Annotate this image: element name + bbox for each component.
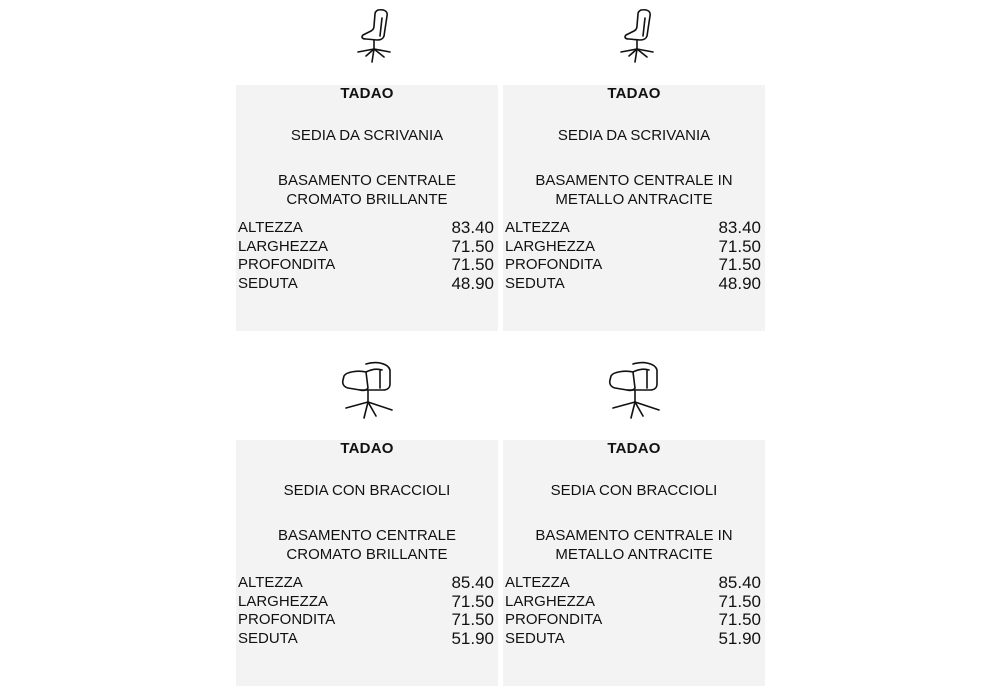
dimension-value: 71.50 xyxy=(718,255,761,274)
dimension-row xyxy=(238,256,494,275)
armchair-icon xyxy=(336,358,400,422)
dimension-value: 83.40 xyxy=(718,218,761,237)
armchair-icon xyxy=(603,358,667,422)
dimension-value: 71.50 xyxy=(451,591,494,611)
dimension-value: 85.40 xyxy=(718,573,761,592)
product-type: SEDIA DA SCRIVANIA xyxy=(557,127,711,144)
dimension-value: 48.90 xyxy=(718,273,761,293)
dimension-row xyxy=(505,275,761,294)
dimension-label: PROFONDITA xyxy=(238,256,336,273)
dimension-label: LARGHEZZA xyxy=(505,237,596,255)
dimension-row xyxy=(238,219,494,238)
dimension-label: LARGHEZZA xyxy=(238,592,329,610)
product-base-line: BASAMENTO CENTRALE xyxy=(277,172,457,189)
product-card xyxy=(236,85,498,331)
product-base xyxy=(236,171,498,209)
dimension-label: LARGHEZZA xyxy=(505,592,596,610)
dimension-row xyxy=(238,275,494,294)
product-base-line: METALLO ANTRACITE xyxy=(555,191,713,208)
dimension-value: 51.90 xyxy=(718,628,761,648)
dimension-row xyxy=(505,219,761,238)
dimension-value: 71.50 xyxy=(451,610,494,629)
desk-chair-icon xyxy=(607,6,671,70)
dimension-row xyxy=(505,574,761,593)
product-base-line: BASAMENTO CENTRALE IN xyxy=(535,527,733,544)
dimension-value: 83.40 xyxy=(451,218,494,237)
dimension-row xyxy=(238,574,494,593)
dimensions-table xyxy=(238,574,494,648)
dimension-value: 71.50 xyxy=(718,610,761,629)
dimension-value: 71.50 xyxy=(451,236,494,256)
dimension-label: SEDUTA xyxy=(505,629,565,647)
product-name: TADAO xyxy=(607,440,661,457)
product-base xyxy=(503,526,765,564)
dimension-row xyxy=(238,238,494,257)
dimension-row xyxy=(505,238,761,257)
product-base-line: BASAMENTO CENTRALE IN xyxy=(535,172,733,189)
dimension-value: 51.90 xyxy=(451,628,494,648)
dimensions-table xyxy=(505,219,761,293)
product-name: TADAO xyxy=(607,85,661,102)
product-card xyxy=(503,440,765,686)
product-name: TADAO xyxy=(340,440,394,457)
dimension-label: ALTEZZA xyxy=(238,219,303,236)
product-type: SEDIA CON BRACCIOLI xyxy=(283,482,451,499)
dimension-row xyxy=(505,630,761,649)
dimension-label: PROFONDITA xyxy=(238,611,336,628)
dimension-label: SEDUTA xyxy=(505,274,565,292)
dimension-label: ALTEZZA xyxy=(238,574,303,591)
dimension-label: ALTEZZA xyxy=(505,574,570,591)
desk-chair-icon xyxy=(344,6,408,70)
dimension-value: 85.40 xyxy=(451,573,494,592)
dimension-row xyxy=(238,593,494,612)
dimensions-table xyxy=(505,574,761,648)
product-base-line: CROMATO BRILLANTE xyxy=(286,191,448,208)
dimension-row xyxy=(505,593,761,612)
product-base-line: BASAMENTO CENTRALE xyxy=(277,527,457,544)
dimension-label: SEDUTA xyxy=(238,629,298,647)
dimension-label: PROFONDITA xyxy=(505,611,603,628)
product-card xyxy=(503,85,765,331)
product-type: SEDIA DA SCRIVANIA xyxy=(290,127,444,144)
dimension-label: PROFONDITA xyxy=(505,256,603,273)
product-name: TADAO xyxy=(340,85,394,102)
product-base-line: CROMATO BRILLANTE xyxy=(286,546,448,563)
dimension-label: LARGHEZZA xyxy=(238,237,329,255)
dimension-value: 71.50 xyxy=(718,236,761,256)
dimension-value: 71.50 xyxy=(718,591,761,611)
product-card xyxy=(236,440,498,686)
dimension-row xyxy=(505,611,761,630)
dimension-row xyxy=(238,611,494,630)
product-base xyxy=(503,171,765,209)
product-type: SEDIA CON BRACCIOLI xyxy=(550,482,718,499)
product-base-line: METALLO ANTRACITE xyxy=(555,546,713,563)
product-base xyxy=(236,526,498,564)
dimension-value: 48.90 xyxy=(451,273,494,293)
dimensions-table xyxy=(238,219,494,293)
dimension-label: SEDUTA xyxy=(238,274,298,292)
dimension-value: 71.50 xyxy=(451,255,494,274)
dimension-row xyxy=(238,630,494,649)
dimension-label: ALTEZZA xyxy=(505,219,570,236)
dimension-row xyxy=(505,256,761,275)
